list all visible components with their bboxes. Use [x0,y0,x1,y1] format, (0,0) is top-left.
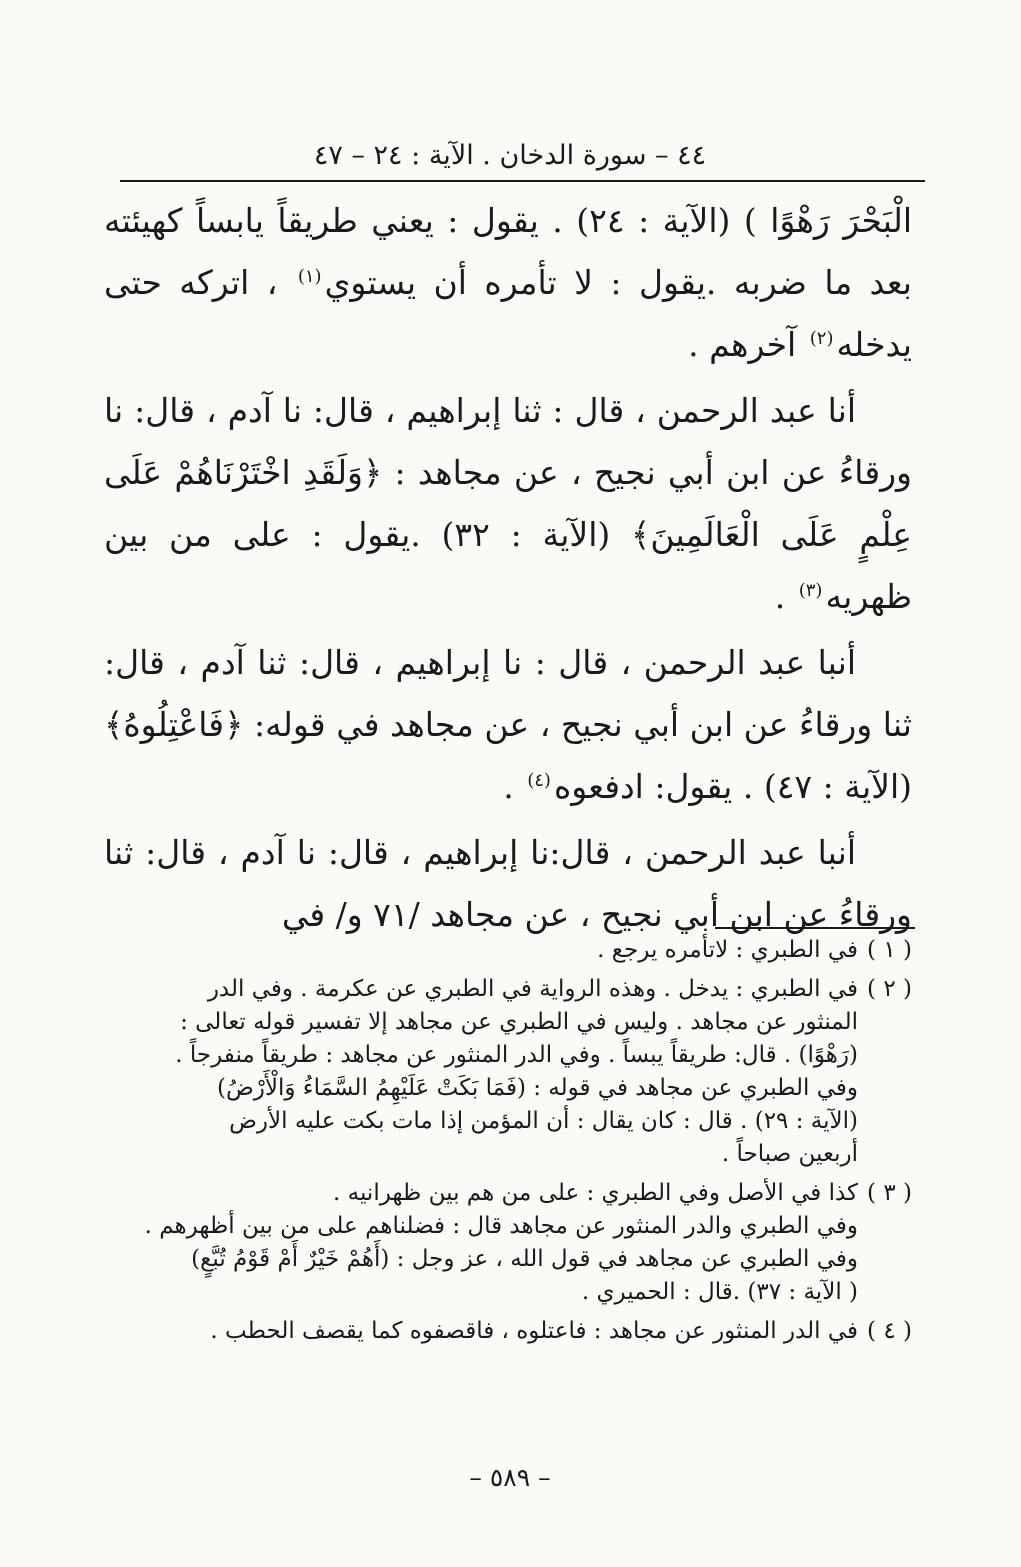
footnote-line: وفي الطبري عن مجاهد في قول الله ، عز وجل : (أَهُمْ خَيْرٌ أَمْ قَوْمُ تُبَّعٍ) [191,1246,858,1272]
footnote-ref-2: (٢) [809,328,834,349]
paragraph-2-text-a: أنا عبد الرحمن ، قال : ثنا إبراهيم ، قال: نا آدم ، قال: نا ورقاءُ عن ابن أبي نجيح ، عن مجاهد : ﴿وَلَقَدِ اخْتَرْنَاهُمْ عَلَى عِلْمٍ عَلَى الْعَالَمِينَ﴾ (الآية : ٣٢) .يقول : على من بين ظهريه [104,391,912,616]
paragraph-1-text-b: ، اتركه حتى يدخله [104,263,912,364]
footnote-line: وفي الطبري عن مجاهد في قوله : (فَمَا بَكَتْ عَلَيْهِمُ السَّمَاءُ وَالْأَرْضُ) [216,1075,858,1101]
footnote-line: أربعين صباحاً . [721,1141,858,1167]
paragraph-4-text: أنبا عبد الرحمن ، قال:نا إبراهيم ، قال: نا آدم ، قال: ثنا ورقاءُ عن ابن أبي نجيح ، عن مجاهد /٧١ و/ في [104,833,912,934]
main-text [104,190,912,946]
footnote-line: وفي الطبري والدر المنثور عن مجاهد قال : فضلناهم على من بين أظهرهم . [144,1213,858,1239]
footnote-number: ( ٤ ) [867,1318,912,1344]
footnote-number: ( ٢ ) [867,976,912,1002]
running-head: ٤٤ – سورة الدخان . الآية : ٢٤ – ٤٧ [313,140,707,171]
paragraph-3-text-a: أنبا عبد الرحمن ، قال : نا إبراهيم ، قال: ثنا آدم ، قال: ثنا ورقاءُ عن ابن أبي نجيح ، عن مجاهد في قوله: ﴿فَاعْتِلُوهُ﴾ (الآية : ٤٧) . يقول: ادفعوه [104,643,912,806]
footnote-body [104,1177,858,1309]
paragraph-2-text-b: . [774,577,786,616]
footnote-line: ( الآية : ٣٧) .قال : الحميري . [581,1279,858,1305]
footnote-body [104,973,858,1171]
footnote-line: (الآية : ٢٩) . قال : كان يقال : أن المؤمن إذا مات بكت عليه الأرض [229,1108,858,1134]
footnote-ref-4: (٤) [527,770,551,791]
footnote-body [104,934,858,967]
footnote-body [104,1315,858,1348]
footnote-4 [104,1315,912,1348]
footnote-line: كذا في الأصل وفي الطبري : على من هم بين ظهرانيه . [333,1180,858,1206]
footnotes [104,934,912,1354]
footnote-3 [104,1177,912,1309]
footnote-ref-3: (٣) [798,580,823,601]
page-number: – ٥٨٩ – [469,1463,551,1492]
footnote-1 [104,934,912,967]
footnote-line: (رَهْوًا) . قال: طريقاً يبساً . وفي الدر المنثور عن مجاهد : طريقاً منفرجاً . [175,1042,858,1068]
paragraph-3-text-b: . [503,767,514,806]
footnote-2 [104,973,912,1171]
paragraph-1 [104,190,912,376]
footnote-number: ( ١ ) [867,937,912,963]
footnote-line: في الدر المنثور عن مجاهد : فاعتلوه ، فاقصفوه كما يقصف الحطب . [210,1318,858,1344]
footnote-number: ( ٣ ) [867,1180,912,1206]
footnote-line: في الطبري : يدخل . وهذه الرواية في الطبري عن عكرمة . وفي الدر [207,976,858,1002]
paragraph-3 [104,632,912,818]
footnote-separator [715,927,915,929]
paragraph-1-text-a: الْبَحْرَ رَهْوًا ) (الآية : ٢٤) . يقول : يعني طريقاً يابساً كهيئته بعد ما ضربه .يقول : لا تأمره أن يستوي [104,201,912,302]
paragraph-2 [104,380,912,628]
footnote-line: في الطبري : لاتأمره يرجع . [597,937,858,963]
paragraph-1-text-c: آخرهم . [688,325,797,364]
header-rule [120,180,925,182]
footnote-ref-1: (١) [297,266,322,287]
footnote-line: المنثور عن مجاهد . وليس في الطبري عن مجاهد إلا تفسير قوله تعالى : [180,1009,858,1035]
